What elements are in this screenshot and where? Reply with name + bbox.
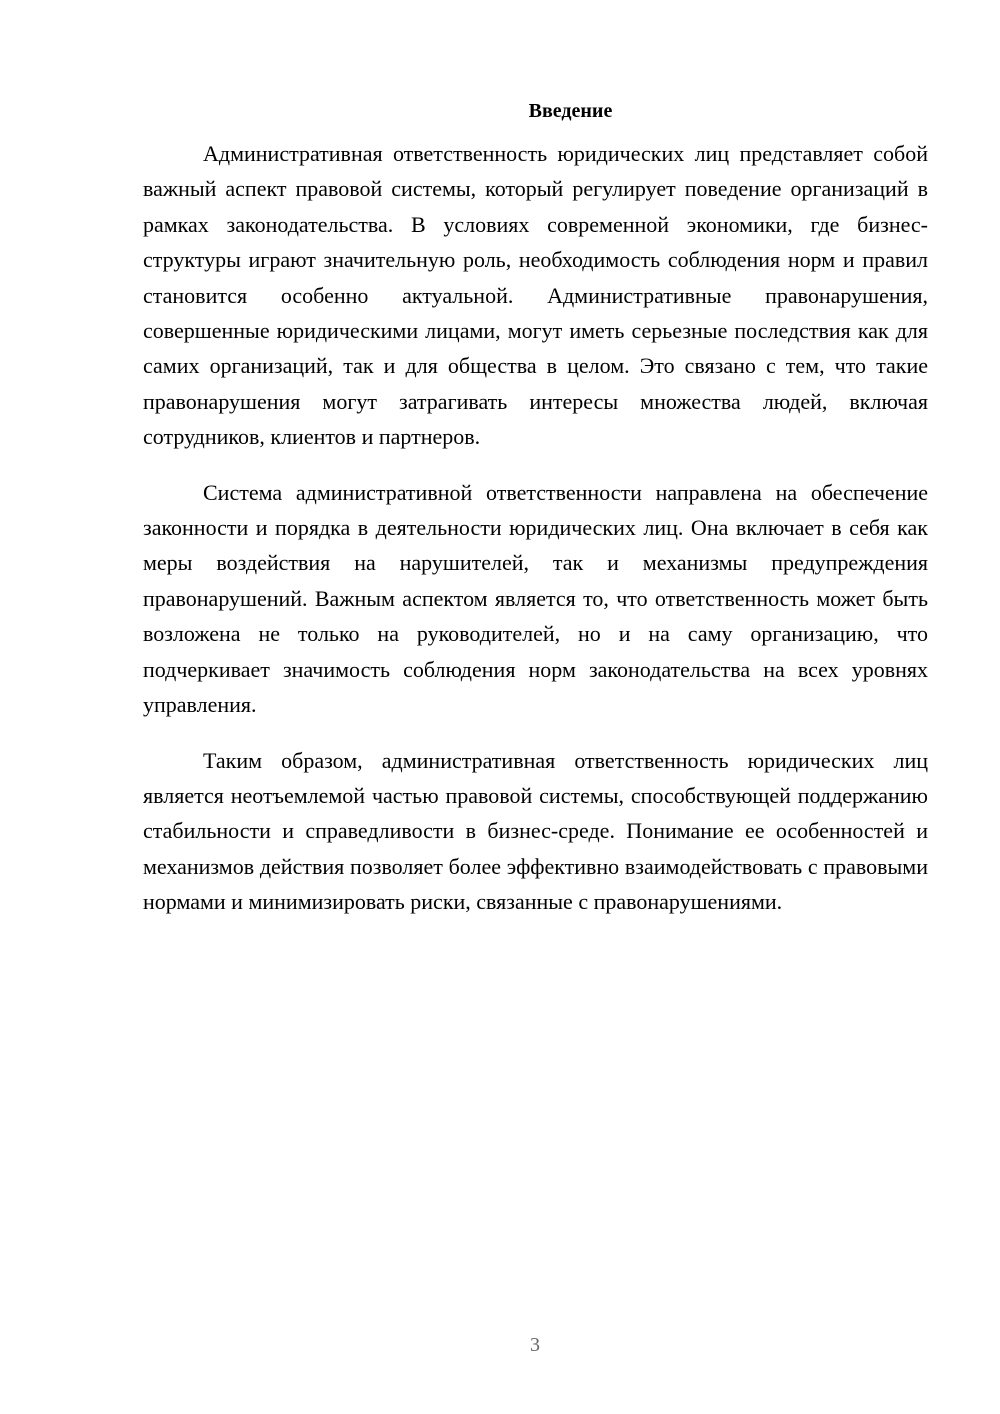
section-title: Введение (528, 100, 613, 122)
paragraph-2: Система административной ответственности направлена на обеспечение законности и порядка в деятельности юридических лиц. Она включает в себя как меры воздействия на нарушителей, так и механизмы предупреждения правонарушений. Важным аспектом является то, что ответственность может быть возложена не только на руководителей, но и на саму организацию, что подчеркивает значимость соблюдения норм законодательства на всех уровнях управления. (143, 479, 928, 718)
paragraph-1: Административная ответственность юридических лиц представляет собой важный аспект правовой системы, который регулирует поведение организаций в рамках законодательства. В условиях современной экономики, где бизнес-структуры играют значительную роль, необходимость соблюдения норм и правил становится особенно актуальной. Административные правонарушения, совершенные юридическими лицами, могут иметь серьезные последствия как для самих организаций, так и для общества в целом. Это связано с тем, что такие правонарушения могут затрагивать интересы множества людей, включая сотрудников, клиентов и партнеров. (143, 141, 928, 450)
page-number: 3 (530, 1334, 540, 1356)
paragraph-3: Таким образом, административная ответственность юридических лиц является неотъемлемой частью правовой системы, способствующей поддержанию стабильности и справедливости в бизнес-среде. Понимание ее особенностей и механизмов действия позволяет более эффективно взаимодействовать с правовыми нормами и минимизировать риски, связанные с правонарушениями. (143, 747, 928, 915)
document-body (143, 96, 928, 940)
